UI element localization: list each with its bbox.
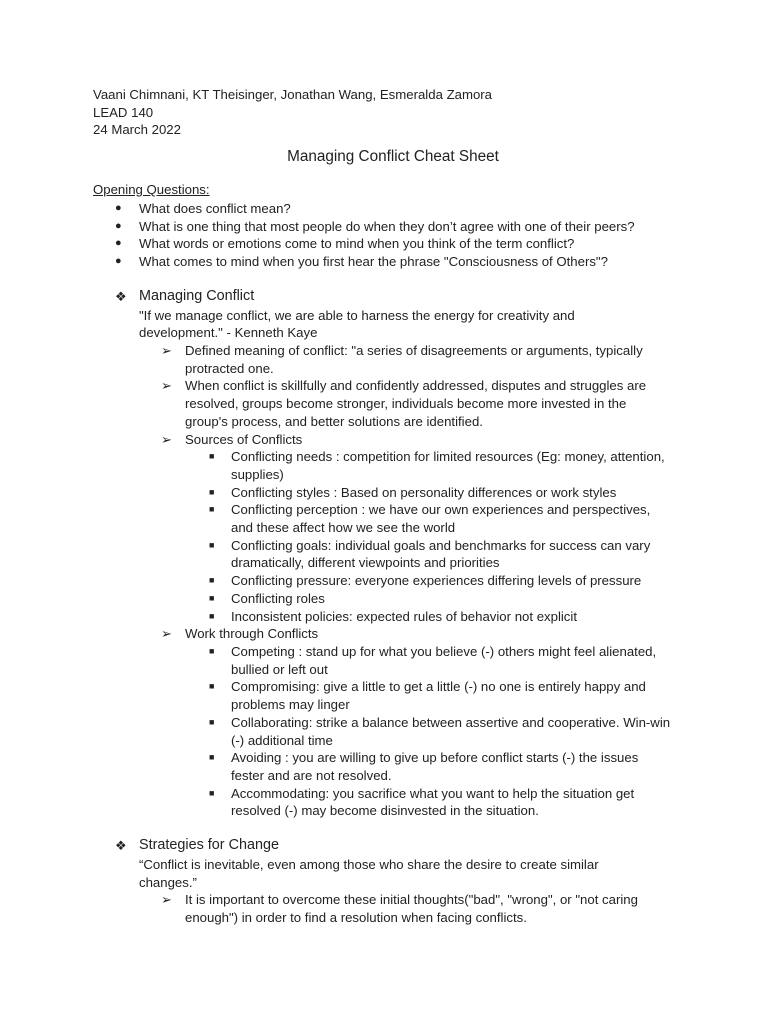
square-item-text: Inconsistent policies: expected rules of behavior not explicit — [231, 608, 577, 624]
arrow-item-text: It is important to overcome these initial thoughts("bad", "wrong", or "not caring enough") in order to find a resolution when facing conflicts. — [185, 892, 638, 926]
question-text: What is one thing that most people do when they don’t agree with one of their peers? — [139, 218, 635, 234]
sections-container — [93, 287, 683, 927]
arrow-item — [93, 342, 665, 377]
square-item — [93, 608, 671, 626]
section-heading — [93, 287, 683, 306]
square-item-text: Conflicting pressure: everyone experiences differing levels of pressure — [231, 573, 642, 589]
document-title: Managing Conflict Cheat Sheet — [287, 148, 499, 166]
arrow-list — [93, 342, 683, 820]
square-marker: ■ — [209, 504, 215, 515]
square-marker: ■ — [209, 787, 215, 798]
square-item-text: Collaborating: strike a balance between assertive and cooperative. Win-win (-) additional time — [231, 714, 671, 748]
arrow-item — [93, 377, 665, 430]
question-text: What does conflict mean? — [139, 200, 291, 216]
square-marker: ■ — [209, 575, 215, 586]
arrow-item-text: Work through Conflicts — [185, 626, 319, 642]
square-item — [93, 590, 671, 608]
square-item-text: Accommodating: you sacrifice what you want to help the situation get resolved (-) may become disinvested in the situation. — [231, 785, 635, 819]
square-marker: ■ — [209, 716, 215, 727]
square-item — [93, 678, 671, 713]
question-item — [93, 218, 683, 236]
arrow-item-text: Sources of Conflicts — [185, 431, 303, 447]
square-item-text: Conflicting roles — [231, 590, 325, 606]
square-item — [93, 785, 671, 820]
section-quote: "If we manage conflict, we are able to harness the energy for creativity and development." - Kenneth Kaye — [139, 307, 575, 341]
square-item — [93, 501, 671, 536]
square-item — [93, 537, 671, 572]
arrow-marker: ➢ — [161, 431, 172, 447]
section-heading — [93, 836, 683, 855]
arrow-item-text: Defined meaning of conflict: "a series of disagreements or arguments, typically protracted one. — [185, 343, 643, 376]
square-item — [93, 484, 671, 502]
square-item — [93, 572, 671, 590]
question-item — [93, 200, 683, 218]
section — [93, 287, 683, 820]
square-item-text: Conflicting needs : competition for limited resources (Eg: money, attention, supplies) — [231, 449, 665, 482]
arrow-item — [93, 431, 665, 449]
opening-questions-list — [93, 200, 683, 271]
bullet-marker: ● — [115, 237, 122, 250]
section — [93, 836, 683, 927]
arrow-item-text: When conflict is skillfully and confidently addressed, disputes and struggles are resolved, groups become stronger, individuals become more invested in the group's process, and better solutions are identified. — [185, 378, 647, 429]
question-item — [93, 235, 683, 253]
square-marker: ■ — [209, 645, 215, 656]
section-heading-text: Managing Conflict — [139, 287, 255, 304]
question-text: What comes to mind when you first hear the phrase "Consciousness of Others"? — [139, 253, 608, 269]
square-marker: ■ — [209, 752, 215, 763]
square-item-text: Conflicting goals: individual goals and benchmarks for success can vary dramatically, different viewpoints and priorities — [231, 537, 651, 571]
course-line: LEAD 140 — [93, 104, 154, 120]
arrow-item — [93, 625, 665, 643]
bullet-marker: ● — [115, 219, 122, 232]
square-item — [93, 448, 671, 483]
square-item-text: Conflicting styles : Based on personality differences or work styles — [231, 484, 617, 500]
square-item — [93, 749, 671, 784]
square-marker: ■ — [209, 681, 215, 692]
diamond-marker: ❖ — [115, 838, 127, 854]
square-item — [93, 643, 671, 678]
arrow-item — [93, 891, 665, 926]
authors-line: Vaani Chimnani, KT Theisinger, Jonathan Wang, Esmeralda Zamora — [93, 87, 493, 102]
diamond-marker: ❖ — [115, 288, 127, 304]
opening-questions-heading: Opening Questions: — [93, 182, 210, 198]
square-item-text: Conflicting perception : we have our own experiences and perspectives, and these affect how we see the world — [231, 502, 651, 536]
square-marker: ■ — [209, 486, 215, 497]
question-text: What words or emotions come to mind when you think of the term conflict? — [139, 236, 575, 252]
section-quote: “Conflict is inevitable, even among those who share the desire to create similar changes.” — [139, 857, 599, 890]
arrow-marker: ➢ — [161, 626, 172, 642]
arrow-marker: ➢ — [161, 892, 172, 908]
square-item-text: Compromising: give a little to get a little (-) no one is entirely happy and problems may linger — [231, 679, 646, 713]
square-marker: ■ — [209, 451, 215, 462]
document-page — [93, 86, 683, 927]
square-marker: ■ — [209, 610, 215, 621]
square-item — [93, 714, 671, 749]
section-heading-text: Strategies for Change — [139, 837, 279, 854]
arrow-marker: ➢ — [161, 378, 172, 394]
arrow-marker: ➢ — [161, 343, 172, 359]
bullet-marker: ● — [115, 201, 122, 214]
arrow-list — [93, 891, 683, 926]
square-marker: ■ — [209, 539, 215, 550]
question-item — [93, 253, 683, 271]
square-marker: ■ — [209, 592, 215, 603]
square-item-text: Avoiding : you are willing to give up before conflict starts (-) the issues fester and are not resolved. — [231, 750, 639, 783]
bullet-marker: ● — [115, 254, 122, 267]
square-item-text: Competing : stand up for what you believe (-) others might feel alienated, bullied or left out — [231, 643, 657, 677]
date-line: 24 March 2022 — [93, 122, 181, 138]
